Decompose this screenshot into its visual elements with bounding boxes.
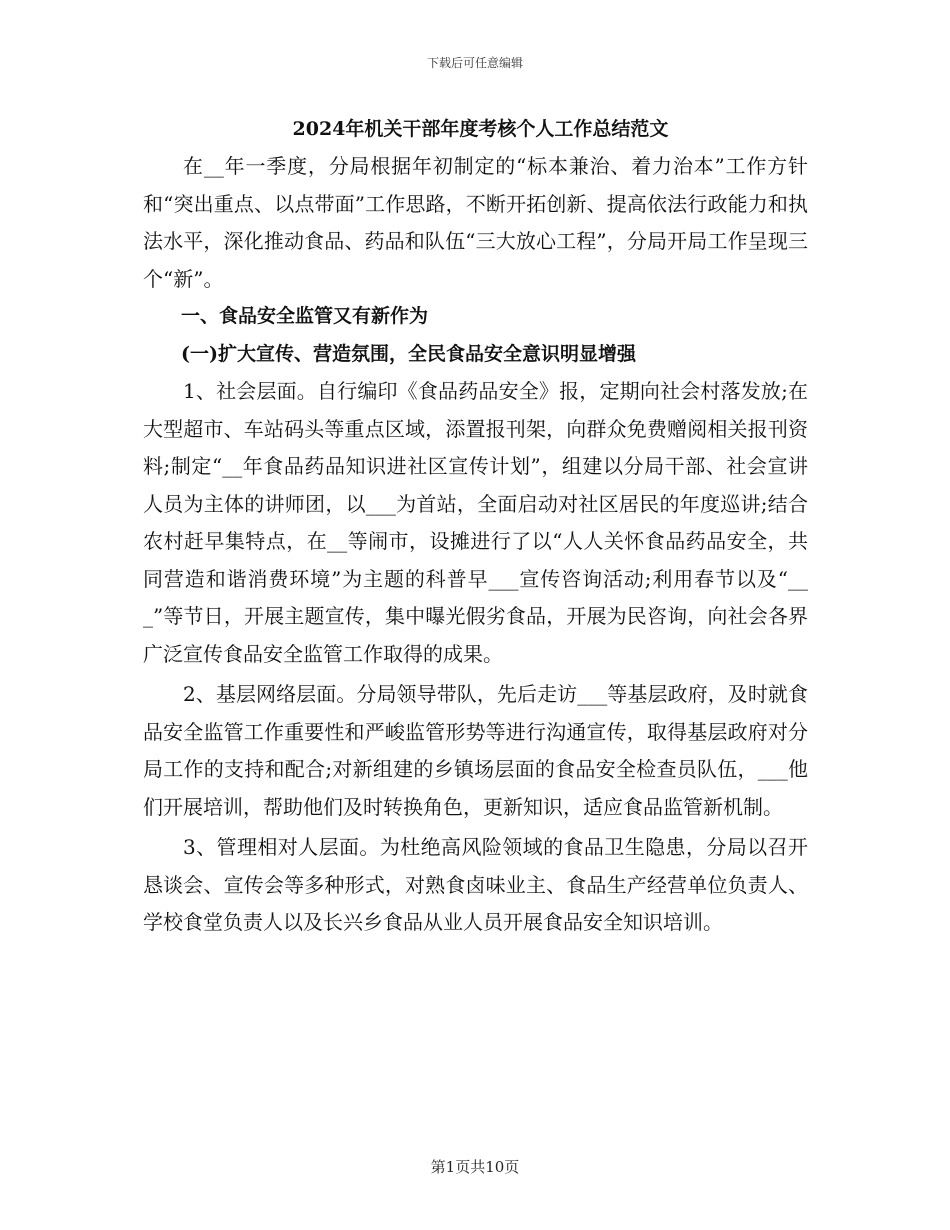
section-heading: 一、食品安全监管又有新作为 <box>181 305 429 327</box>
subsection-heading: (一)扩大宣传、营造氛围，全民食品安全意识明显增强 <box>181 342 636 365</box>
intro-paragraph: 在__年一季度，分局根据年初制定的“标本兼治、着力治本”工作方针和“突出重点、以点带面”工作思路，不断开拓创新、提高依法行政能力和执法水平，深化推动食品、药品和队伍“三大放心工程”，分局开局工作呈现三个“新”。 <box>143 154 808 291</box>
header-note: 下载后可任意编辑 <box>426 56 523 70</box>
page-number: 第1页共10页 <box>430 1158 520 1176</box>
document-title: 2024年机关干部年度考核个人工作总结范文 <box>292 118 669 140</box>
paragraph-social: 1、社会层面。自行编印《食品药品安全》报，定期向社会村落发放;在大型超市、车站码头等重点区域，添置报刊架，向群众免费赠阅相关报刊资料;制定“__年食品药品知识进社区宣传计划”，组建以分局干部、社会宣讲人员为主体的讲师团，以___为首站，全面启动对社区居民的年度巡讲;结合农村赶早集特点，在__等闹市，设摊进行了以“人人关怀食品药品安全，共同营造和谐消费环境”为主题的科普早___宣传咨询活动;利用春节以及“___”等节日，开展主题宣传，集中曝光假劣食品，开展为民咨询，向社会各界广泛宣传食品安全监管工作取得的成果。 <box>143 379 808 666</box>
paragraph-management: 3、管理相对人层面。为杜绝高风险领域的食品卫生隐患，分局以召开恳谈会、宣传会等多种形式，对熟食卤味业主、食品生产经营单位负责人、学校食堂负责人以及长兴乡食品从业人员开展食品安全知识培训。 <box>143 835 808 934</box>
document-body <box>143 112 808 942</box>
paragraph-grassroots: 2、基层网络层面。分局领导带队，先后走访___等基层政府，及时就食品安全监管工作重要性和严峻监管形势等进行沟通宣传，取得基层政府对分局工作的支持和配合;对新组建的乡镇场层面的食品安全检查员队伍，___他们开展培训，帮助他们及时转换角色，更新知识，适应食品监管新机制。 <box>143 682 808 819</box>
